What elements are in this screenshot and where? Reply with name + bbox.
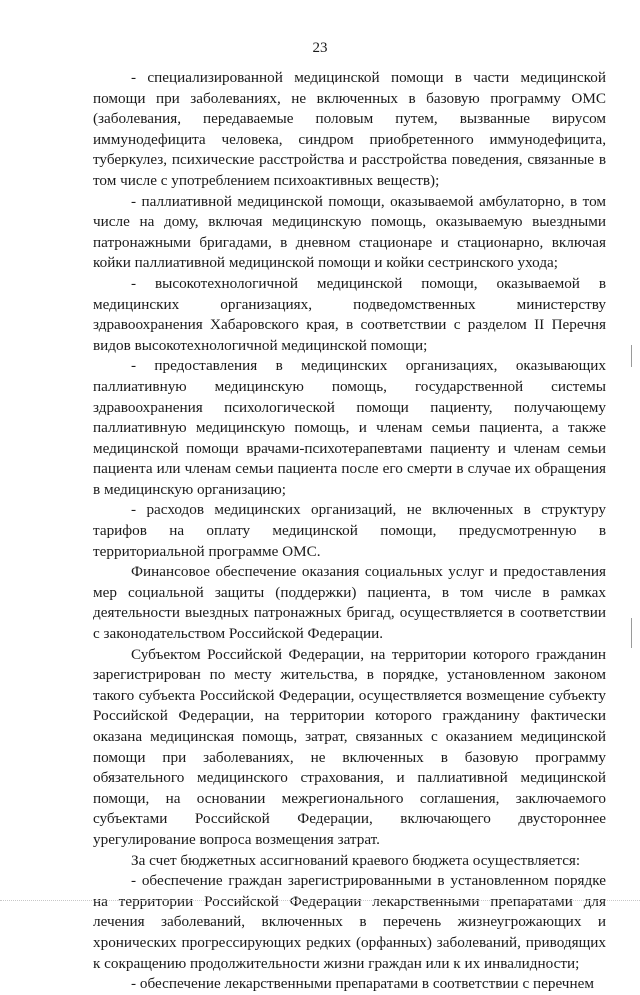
paragraph-drug-list: - обеспечение лекарственными препаратами в соответствии с перечнем bbox=[131, 975, 594, 993]
paragraph-org-expenses: - расходов медицинских организаций, не включенных в структуру тарифов на оплату медицинской помощи, предусмотренную в территориальной программе ОМС. bbox=[93, 501, 606, 560]
paragraph-social-services-funding: Финансовое обеспечение оказания социальных услуг и предоставления мер социальной защиты (поддержки) пациента, в том числе в рамках деятельности выездных патронажных бригад, осуществляется в соответствии с законодательством Российской Федерации. bbox=[93, 563, 606, 643]
paragraph-psychological-help: - предоставления в медицинских организациях, оказывающих паллиативную медицинскую помощь, государственной системы здравоохранения психологической помощи пациенту, получающему паллиативную медицинскую помощь, и членам семьи пациента, а также медицинской помощи врачами-психотерапевтами пациенту и членам семьи пациента или членам семьи пациента после его смерти в случае их обращения в медицинскую организацию; bbox=[93, 357, 606, 498]
paragraph-high-tech-care: - высокотехнологичной медицинской помощи, оказываемой в медицинских организациях, подведомственных министерству здравоохранения Хабаровского края, в соответствии с разделом II Перечня видов высокотехнологичной медицинской помощи; bbox=[93, 274, 606, 354]
scan-bottom-edge bbox=[0, 899, 640, 901]
paragraph-palliative-care: - паллиативной медицинской помощи, оказываемой амбулаторно, в том числе на дому, включая медицинскую помощь, оказываемую выездными патронажными бригадами, в дневном стационаре и стационарно, включая койки паллиативной медицинской помощи и койки сестринского ухода; bbox=[93, 192, 606, 272]
scan-margin-mark bbox=[631, 345, 632, 367]
scan-margin-mark bbox=[631, 618, 632, 648]
paragraph-specialized-care: - специализированной медицинской помощи в части медицинской помощи при заболеваниях, не включенных в базовую программу ОМС (заболевания, передаваемые половым путем, вызванные вирусом иммунодефицита человека, синдром приобретенного иммунодефицита, туберкулез, психические расстройства и расстройства поведения, связанные в том числе с употреблением психоактивных веществ); bbox=[93, 69, 606, 189]
paragraph-orphan-drugs: - обеспечение граждан зарегистрированными в установленном порядке на территории Российской Федерации лекарственными препаратами для лечения заболеваний, включенных в перечень жизнеугрожающих и хронических прогрессирующих редких (орфанных) заболеваний, приводящих к сокращению продолжительности жизни граждан или к их инвалидности; bbox=[93, 872, 606, 972]
document-body bbox=[93, 68, 606, 995]
paragraph-cost-reimbursement: Субъектом Российской Федерации, на территории которого гражданин зарегистрирован по месту жительства, в порядке, установленном законом такого субъекта Российской Федерации, осуществляется возмещение субъекту Российской Федерации, на территории которого гражданину фактически оказана медицинская помощь, затрат, связанных с оказанием медицинской помощи при заболеваниях, не включенных в базовую программу обязательного медицинского страхования, и паллиативной медицинской помощи, на основании межрегионального соглашения, заключаемого субъектами Российской Федерации, включающего двустороннее урегулирование вопроса возмещения затрат. bbox=[93, 645, 606, 848]
paragraph-regional-budget-intro: За счет бюджетных ассигнований краевого бюджета осуществляется: bbox=[131, 851, 581, 869]
page-number: 23 bbox=[312, 40, 328, 56]
